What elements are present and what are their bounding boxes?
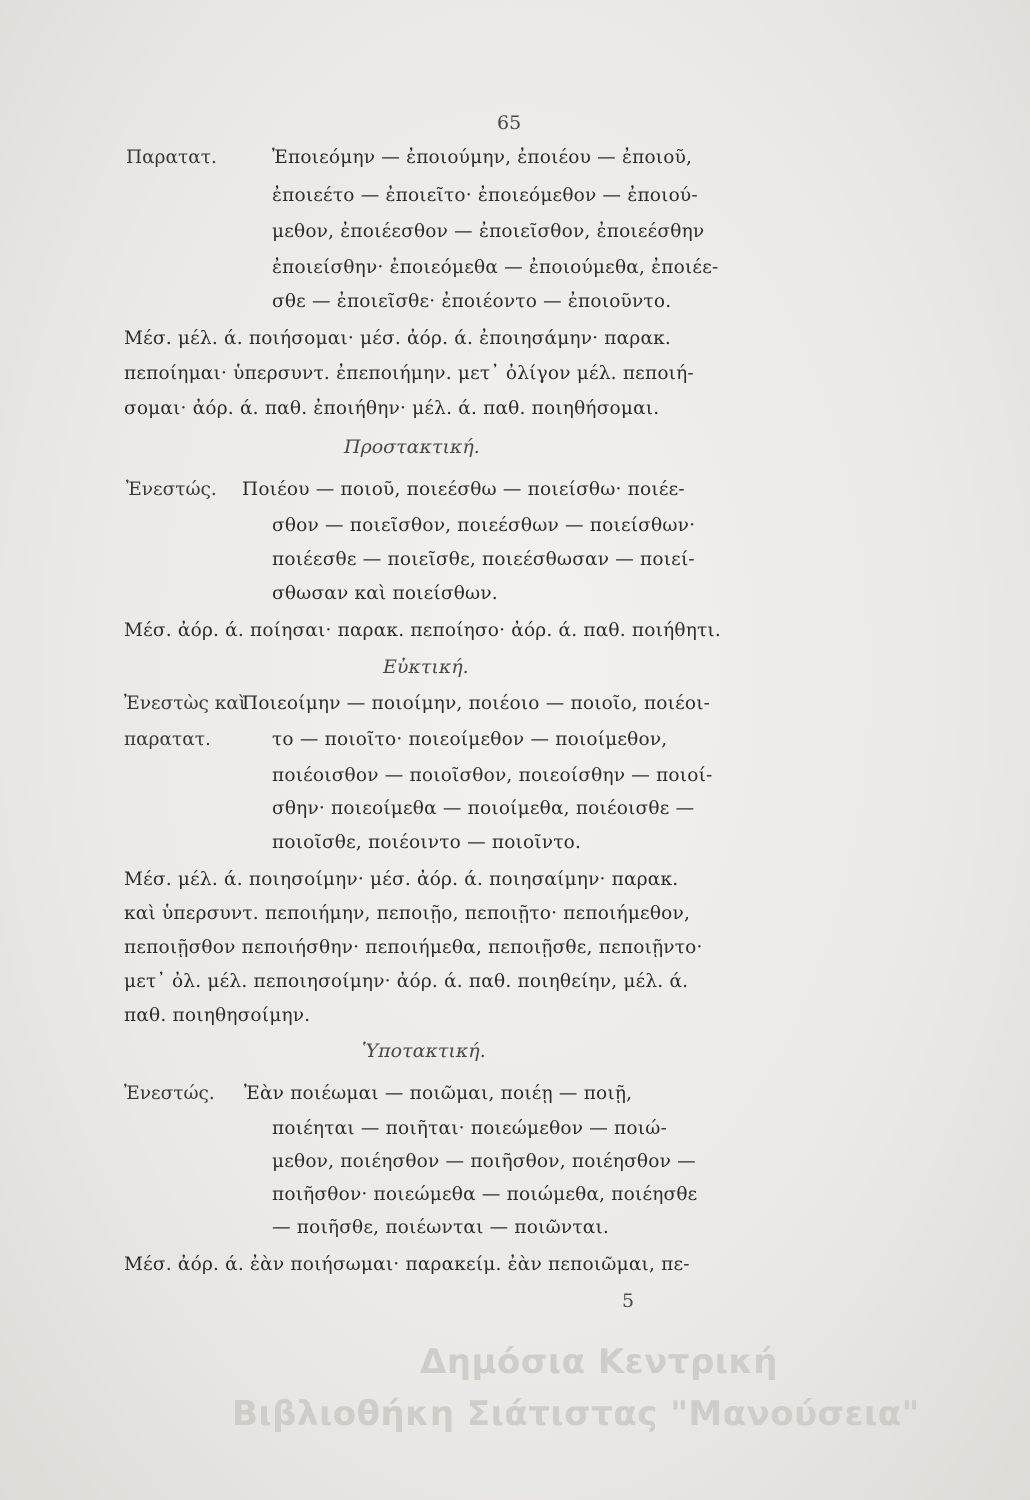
text-line: πεποίημαι· ὑπερσυντ. ἐπεποιήμην. μετ᾽ ὀλίγον μέλ. πεποιή-	[124, 363, 694, 384]
text-line: ἐποιείσθην· ἐποιεόμεθα — ἐποιούμεθα, ἐποιέε-	[272, 257, 719, 278]
text-line: παθ. ποιηθησοίμην.	[124, 1005, 311, 1026]
text-line: ἐποιεέτο — ἐποιεῖτο· ἐποιεόμεθον — ἐποιού-	[272, 185, 698, 206]
text-line: Ποιεοίμην — ποιοίμην, ποιέοιο — ποιοῖο, ποιέοι-	[242, 693, 711, 714]
text-line: σθε — ἐποιεῖσθε· ἐποιέοντο — ἐποιοῦντο.	[272, 291, 672, 312]
text-line: ποιέεσθε — ποιεῖσθε, ποιεέσθωσαν — ποιεί-	[272, 549, 695, 570]
text-line: Ἐὰν ποιέωμαι — ποιῶμαι, ποιέῃ — ποιῇ,	[244, 1083, 633, 1104]
text-line: μεθον, ποιέησθον — ποιῆσθον, ποιέησθον —	[272, 1151, 696, 1172]
text-line: Ποιέου — ποιοῦ, ποιεέσθω — ποιείσθω· ποιέε-	[242, 479, 685, 500]
text-line: σθον — ποιεῖσθον, ποιεέσθων — ποιείσθων·	[272, 515, 696, 536]
text-line: το — ποιοῖτο· ποιεοίμεθον — ποιοίμεθον,	[272, 729, 668, 750]
text-line: σθωσαν καὶ ποιείσθων.	[272, 583, 498, 604]
margin-label-enestos-kai: Ἐνεστὼς καὶ	[124, 693, 247, 714]
text-line: ποιῆσθον· ποιεώμεθα — ποιώμεθα, ποιέησθε	[272, 1184, 698, 1205]
library-watermark-line2: Βιβλιοθήκη Σιάτιστας "Μανούσεια"	[232, 1394, 920, 1434]
text-line: ποιέηται — ποιῆται· ποιεώμεθον — ποιώ-	[272, 1118, 667, 1139]
page-number: 65	[497, 112, 522, 134]
section-heading-prostaktiki: Προστακτική.	[344, 436, 480, 458]
section-heading-ypotaktiki: Ὑποτακτική.	[362, 1040, 486, 1062]
margin-label-paratat: Παρατατ.	[126, 147, 217, 168]
section-heading-euktiki: Εὐκτική.	[383, 656, 469, 678]
text-line: μετ᾽ ὀλ. μέλ. πεποιησοίμην· ἀόρ. ά. παθ. ποιηθείην, μέλ. ά.	[124, 971, 689, 992]
text-line: σομαι· ἀόρ. ά. παθ. ἐποιήθην· μέλ. ά. παθ. ποιηθήσομαι.	[124, 398, 660, 419]
text-line: Μέσ. ἀόρ. ά. ἐὰν ποιήσωμαι· παρακείμ. ἐὰν πεποιῶμαι, πε-	[124, 1254, 690, 1275]
text-line: καὶ ὑπερσυντ. πεποιήμην, πεποιῇο, πεποιῇτο· πεποιήμεθον,	[124, 903, 691, 924]
text-line: ποιέοισθον — ποιοῖσθον, ποιεοίσθην — ποιοί-	[272, 765, 713, 786]
text-line: ποιοῖσθε, ποιέοιντο — ποιοῖντο.	[272, 832, 582, 853]
text-line: — ποιῆσθε, ποιέωνται — ποιῶνται.	[272, 1217, 609, 1238]
margin-label-enestos: Ἐνεστώς.	[124, 1083, 215, 1104]
text-line: Μέσ. ἀόρ. ά. ποίησαι· παρακ. πεποίησο· ἀόρ. ά. παθ. ποιήθητι.	[124, 620, 721, 641]
text-line: πεποιῇσθον πεποιήσθην· πεποιήμεθα, πεποιῇσθε, πεποιῇντο·	[124, 937, 703, 958]
text-line: Μέσ. μέλ. ά. ποιήσομαι· μέσ. ἀόρ. ά. ἐποιησάμην· παρακ.	[124, 328, 671, 349]
text-line: σθην· ποιεοίμεθα — ποιοίμεθα, ποιέοισθε —	[272, 798, 695, 819]
text-line: μεθον, ἐποιέεσθον — ἐποιεῖσθον, ἐποιεέσθην	[272, 221, 705, 242]
text-line: Ἐποιεόμην — ἐποιούμην, ἐποιέου — ἐποιοῦ,	[272, 147, 693, 168]
text-line: Μέσ. μέλ. ά. ποιησοίμην· μέσ. ἀόρ. ά. ποιησαίμην· παρακ.	[124, 869, 679, 890]
signature-number: 5	[622, 1290, 635, 1312]
margin-label-paratat: παρατατ.	[124, 729, 211, 750]
library-watermark-line1: Δημόσια Κεντρική	[420, 1342, 778, 1382]
margin-label-enestos: Ἐνεστώς.	[126, 479, 217, 500]
